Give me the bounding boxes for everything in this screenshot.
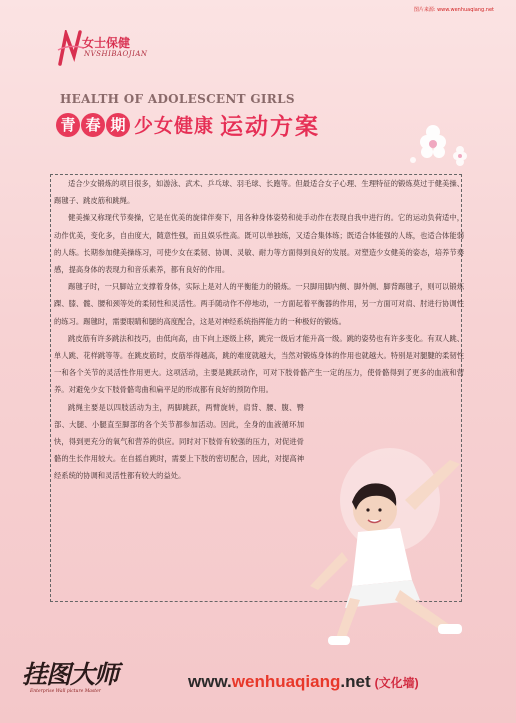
- logo-title: 女士保健: [82, 36, 131, 50]
- footer-website[interactable]: [188, 672, 419, 692]
- footer-brand: 挂图大师: [22, 660, 119, 689]
- paragraph-jump-rope: 跳绳主要是以四肢活动为主，两脚跳跃，两臂旋转，肩背、腰、腹、臀部、大腿、小腿直至脚部的各个关节都参加活动。因此，全身的血液循环加快，得到更充分的氧气和营养的供应。同时对下肢骨有较强的压力，对促进骨骼的生长作用较大。在自摇自跳时，需要上下肢的密切配合，因此，对提高神经系统的协调和灵活性都有较大的益处。: [54, 402, 304, 481]
- flower-decoration-icon: [405, 120, 475, 170]
- url-suffix: .net: [340, 672, 371, 691]
- paragraph-rubber-band: 跳皮筋有许多跳法和技巧，由低向高，由下向上逐级上移，跳完一级后才能升高一级。跳的姿势也有许多变化。有双人跳、单人跳、花样跳等等。在跳皮筋时，皮筋举得越高，跳的难度就越大，当然对锻炼身体的作用也就越大。特别是对腿腱的柔韧性一和各个关节的灵活性作用更大。这项活动，主要是跳跃动作，可对下肢骨骼产生一定的压力，使骨骼得到了更多的血液和营养。对避免少女下肢骨骼弯曲和扁平足的形成都有良好的预防作用。: [54, 333, 464, 395]
- logo-subtitle: NVSHIBAOJIAN: [84, 50, 148, 58]
- article-body: [54, 175, 464, 485]
- headline-chinese: [56, 108, 320, 141]
- credit-url[interactable]: www.wenhuaqiang.net: [437, 7, 494, 13]
- headline-badge-1: 青: [56, 113, 80, 137]
- paragraph-aerobics: 健美操又称现代节奏操，它是在优美的旋律伴奏下，用各种身体姿势和徒手动作在表现自我中进行的。它的运动负荷适中，动作优美，变化多，自由度大，随意性强，而且娱乐性高。既可以单独练，又适合集体练；既适合体能强的人练，也适合体能弱的人练。长期参加健美操练习，可使少女在柔韧、协调、灵敏、耐力等方面得到良好的发展。对塑造少女健美的姿态，培养节奏感，提高身体的表现力和音乐素养，都有良好的作用。: [54, 213, 464, 275]
- url-prefix: www.: [188, 672, 232, 691]
- url-highlight: wenhuaqiang: [231, 672, 341, 691]
- dancing-girl-image: [300, 440, 480, 650]
- nvshi-baojian-logo: [52, 30, 182, 70]
- headline-big: 运动方案: [220, 114, 321, 140]
- footer-brand-sub: Enterprise Wall picture Master: [30, 689, 101, 694]
- url-tag: (文化墙): [374, 676, 419, 690]
- headline-part: 少女健康: [134, 115, 215, 137]
- headline-badge-3: 期: [106, 113, 130, 137]
- paragraph-intro: 适合少女锻炼的项目很多，如游泳、武术、乒乓球、羽毛球、长跑等。但最适合女子心理、生理特征的锻炼莫过于健美操、踢毽子、跳皮筋和跳绳。: [54, 179, 464, 206]
- headline-badge-2: 春: [81, 113, 105, 137]
- credit-label: 图片来源:: [413, 7, 436, 13]
- headline-english: HEALTH OF ADOLESCENT GIRLS: [60, 92, 295, 106]
- guatu-dashi-logo: [22, 655, 118, 694]
- image-source-credit: [414, 6, 494, 13]
- paragraph-shuttlecock: 踢毽子时，一只脚站立支撑着身体，实际上是对人的平衡能力的锻炼。一只脚用脚内侧、脚外侧、脚背踢毽子，则可以锻炼踝、膝、髋、腰和颈等处的柔韧性和灵活性。两手随动作不停地动，一方面起着平衡器的作用，另一方面可对肩、肘进行协调性的练习。踢毽时，需要眼睛和腿的高度配合，这是对神经系统指挥能力的一种极好的锻炼。: [54, 282, 464, 326]
